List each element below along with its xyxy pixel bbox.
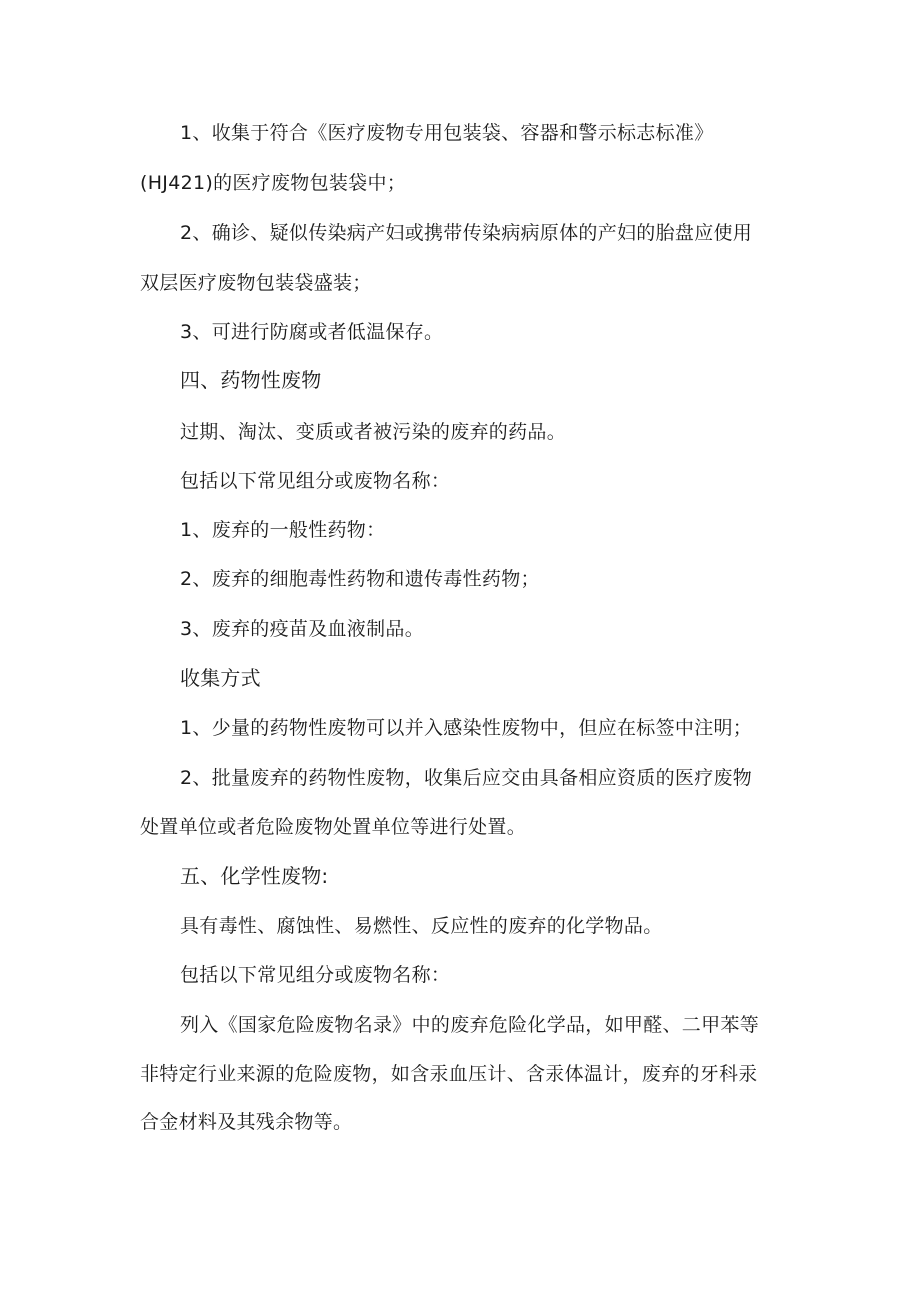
paragraph-line: 处置单位或者危险废物处置单位等进行处置。 [140, 816, 527, 838]
paragraph-line: 包括以下常见组分或废物名称： [180, 964, 451, 986]
paragraph-line: 具有毒性、腐蚀性、易燃性、反应性的废弃的化学物品。 [180, 915, 663, 937]
paragraph-line: 非特定行业来源的危险废物，如含汞血压计、含汞体温计，废弃的牙科汞 [140, 1063, 758, 1085]
paragraph-line: 2、确诊、疑似传染病产妇或携带传染病病原体的产妇的胎盘应使用 [180, 222, 753, 244]
section-heading: 四、药物性废物 [180, 368, 322, 392]
list-item: 2、批量废弃的药物性废物，收集后应交由具备相应资质的医疗废物 [180, 767, 753, 789]
paragraph-line: 包括以下常见组分或废物名称： [180, 470, 451, 492]
list-item: 1、少量的药物性废物可以并入感染性废物中，但应在标签中注明； [180, 717, 753, 739]
paragraph-line: 列入《国家危险废物名录》中的废弃危险化学品，如甲醛、二甲苯等 [180, 1014, 760, 1036]
paragraph-line: 合金材料及其残余物等。 [140, 1111, 353, 1133]
section-heading: 收集方式 [180, 666, 261, 690]
paragraph-line: 过期、淘汰、变质或者被污染的废弃的药品。 [180, 421, 567, 443]
paragraph-line: 双层医疗废物包装袋盛装； [140, 272, 372, 294]
list-item: 2、废弃的细胞毒性药物和遗传毒性药物； [180, 568, 540, 590]
list-item: 1、废弃的一般性药物： [180, 519, 386, 541]
section-heading: 五、化学性废物: [180, 864, 329, 888]
paragraph-line: 1、收集于符合《医疗废物专用包装袋、容器和警示标志标准》 [180, 122, 714, 144]
list-item: 3、废弃的疫苗及血液制品。 [180, 618, 424, 640]
paragraph-line: 3、可进行防腐或者低温保存。 [180, 321, 444, 343]
paragraph-line: (HJ421)的医疗废物包装袋中； [140, 172, 407, 194]
